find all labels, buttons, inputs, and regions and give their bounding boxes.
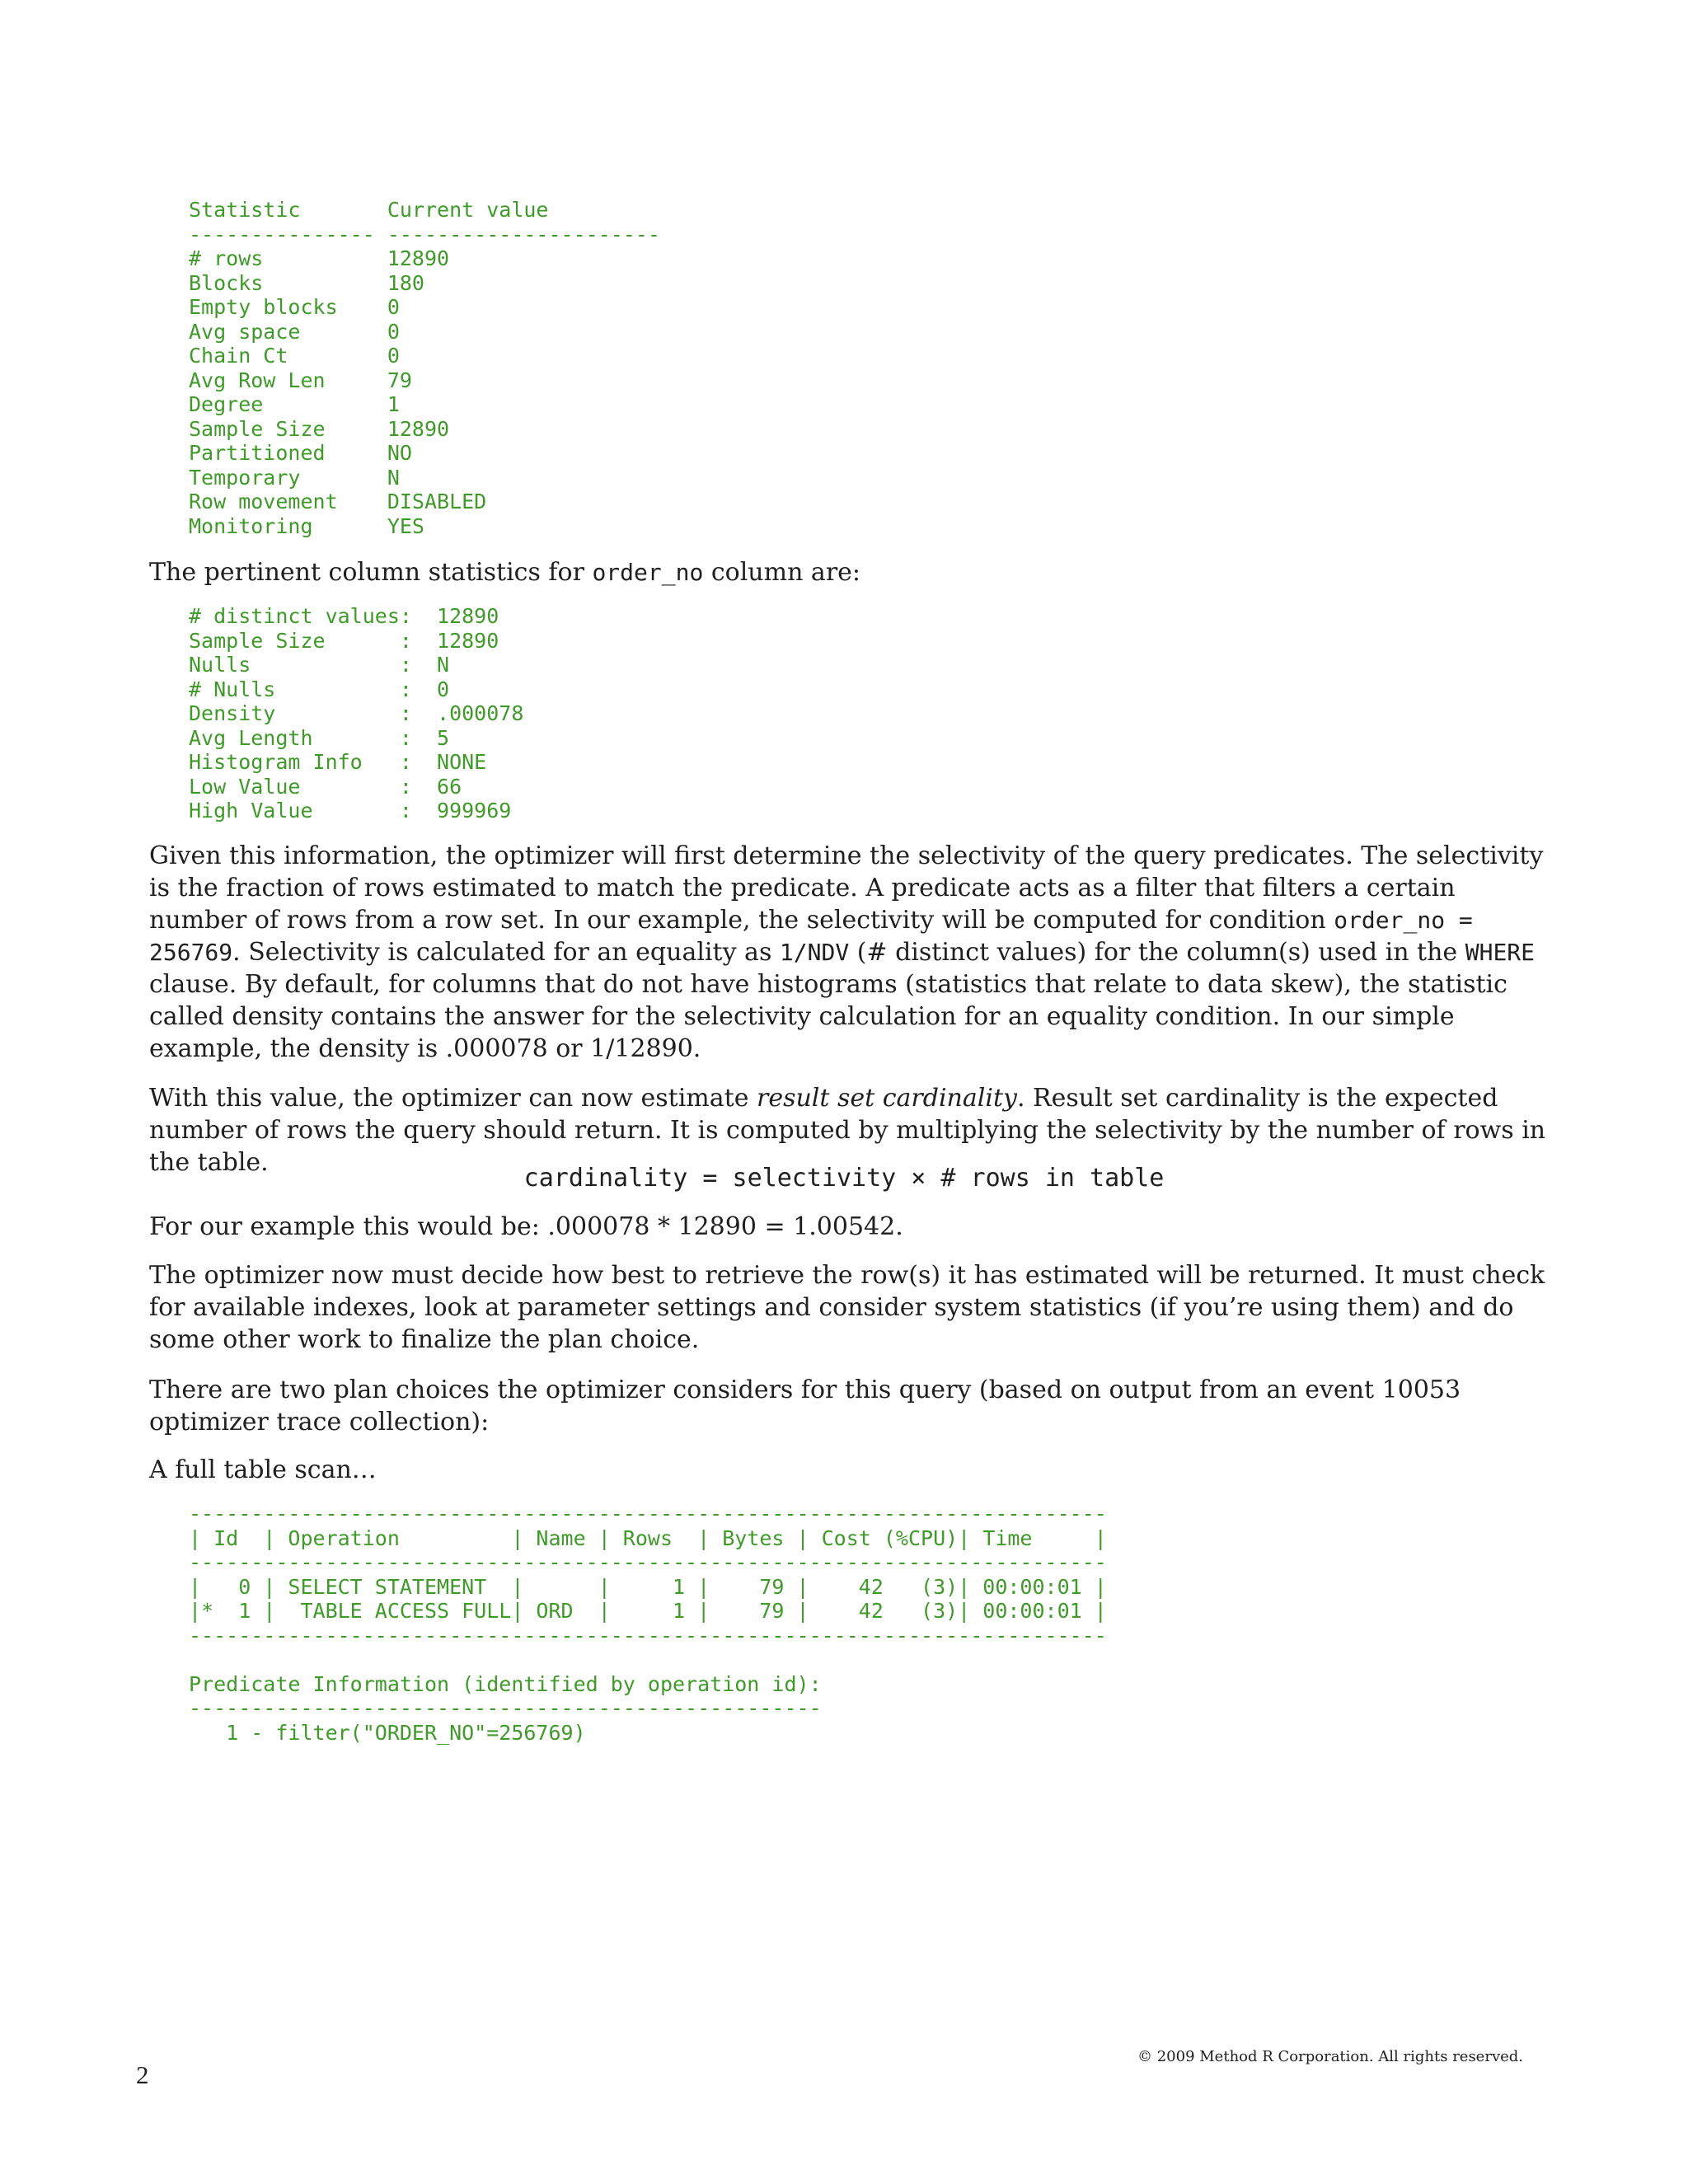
inline-code: WHERE bbox=[1465, 939, 1536, 966]
execution-plan-block: -------------------------------------------------------------------------- | Id | Operation | Name | Rows | Bytes | Cost (%CPU)| Time | -------------------------------------------------------------------------- | 0 | SELECT STATEMENT | | 1 | 79 | 42 (3)| 00:00:01 | |* 1 | TABLE ACCESS FULL| ORD | 1 | 79 | 42 (3)| 00:00:01 | -------------------------------------------------------------------------- Predicate Information (identified by operation id): --------------------------------------------------- 1 - filter("ORDER_NO"=256769) bbox=[189, 1502, 1107, 1745]
plan-choices-paragraph: There are two plan choices the optimizer considers for this query (based on output from an event 10053 optimizer trace collection): bbox=[149, 1376, 1461, 1436]
text-run: . Result set cardinality is the expected number of rows the query should return. It is computed by multiplying the selectivity by the number of rows in the table. bbox=[149, 1084, 1546, 1177]
text-run: The pertinent column statistics for bbox=[149, 558, 593, 587]
selectivity-paragraph bbox=[149, 840, 1550, 1065]
inline-code: order_no bbox=[592, 559, 704, 586]
column-stats-intro-paragraph bbox=[149, 556, 1550, 588]
text-run: With this value, the optimizer can now estimate bbox=[149, 1084, 757, 1113]
text-run: Given this information, the optimizer will first determine the selectivity of the query predicates. The selectivity is the fraction of rows estimated to match the predicate. A predicate acts as a filter that filters a certain number of rows from a row set. In our example, the selectivity will be computed for condition bbox=[149, 841, 1544, 935]
cardinality-formula: cardinality = selectivity × # rows in table bbox=[523, 1164, 1165, 1193]
example-paragraph: For our example this would be: .000078 * 12890 = 1.00542. bbox=[149, 1212, 903, 1241]
emphasis-text: result set cardinality bbox=[756, 1084, 1017, 1113]
table-statistics-block: Statistic Current value --------------- ---------------------- # rows 12890 Blocks 180 Empty blocks 0 Avg space 0 Chain Ct 0 Avg Row Len 79 Degree 1 Sample Size 12890 Partitioned NO Temporary N Row movement DISABLED Monitoring YES bbox=[189, 198, 660, 538]
column-statistics-block: # distinct values: 12890 Sample Size : 12890 Nulls : N # Nulls : 0 Density : .000078 Avg Length : 5 Histogram Info : NONE Low Value : 66 High Value : 999969 bbox=[189, 604, 524, 823]
page-number: 2 bbox=[136, 2060, 149, 2089]
text-run: column are: bbox=[703, 558, 861, 587]
inline-code: 1/NDV bbox=[779, 939, 850, 966]
text-run: . Selectivity is calculated for an equality as bbox=[232, 938, 780, 967]
full-scan-paragraph: A full table scan… bbox=[149, 1455, 377, 1484]
text-run: clause. By default, for columns that do not have histograms (statistics that relate to data skew), the statistic called density contains the answer for the selectivity calculation for an equality condition. In our simple example, the density is .000078 or 1/12890. bbox=[149, 970, 1507, 1063]
plan-decision-paragraph: The optimizer now must decide how best to retrieve the row(s) it has estimated will be returned. It must check for available indexes, look at parameter settings and consider system statistics (if you’re using them) and do some other work to finalize the plan choice. bbox=[149, 1261, 1545, 1354]
inline-code: order_no = 256769 bbox=[149, 907, 1473, 966]
text-run: (# distinct values) for the column(s) used in the bbox=[849, 938, 1465, 967]
copyright-notice: © 2009 Method R Corporation. All rights reserved. bbox=[1137, 2048, 1524, 2065]
